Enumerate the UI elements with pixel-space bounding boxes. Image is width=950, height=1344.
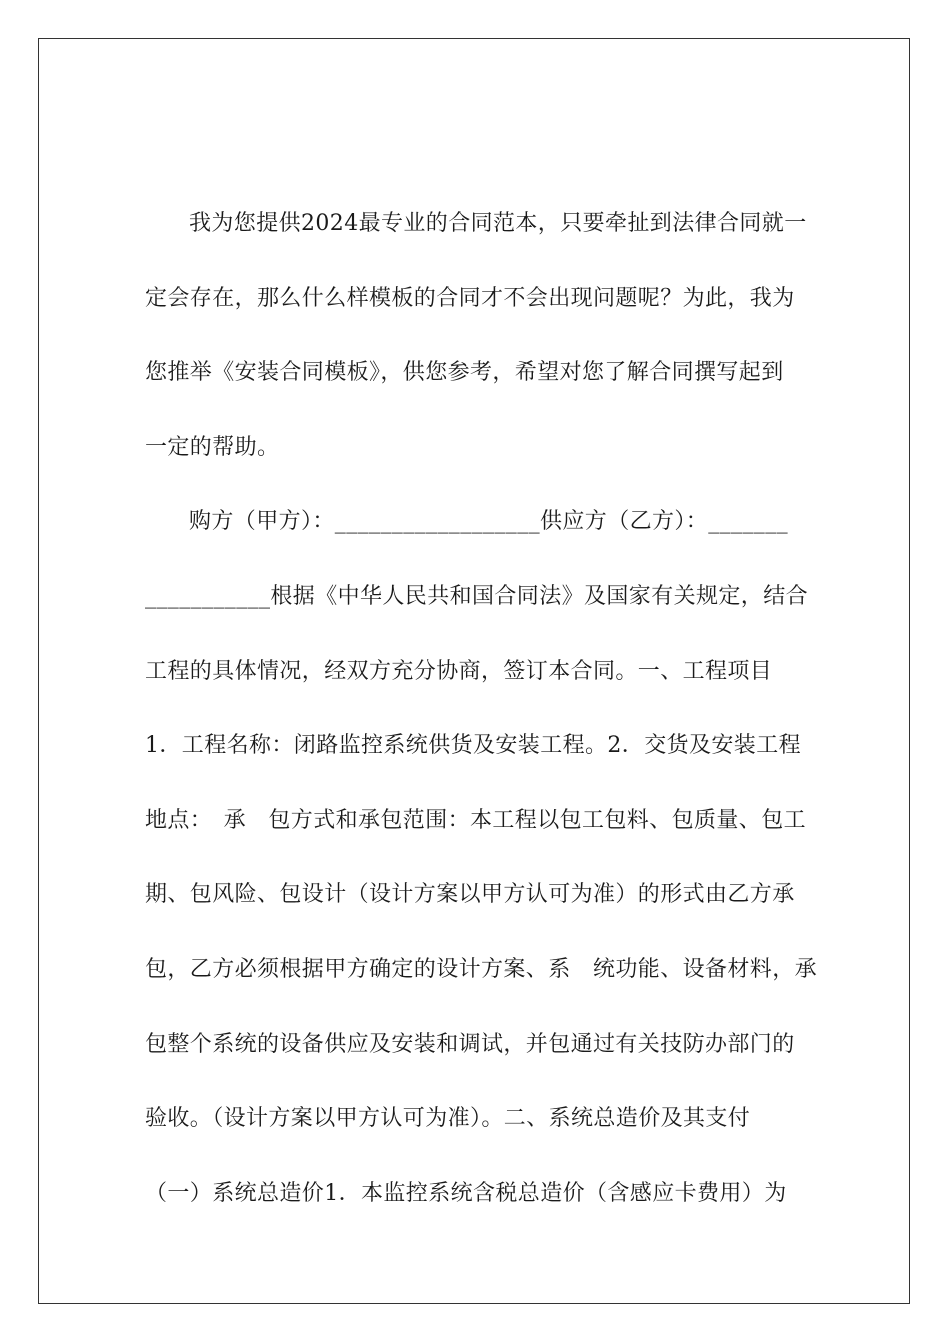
document-body — [145, 198, 818, 1242]
text-line: 工程的具体情况，经双方充分协商，签订本合同。一、工程项目 — [145, 658, 773, 684]
text-line: 一定的帮助。 — [145, 434, 280, 460]
text-line: （一）系统总造价1．本监控系统含税总造价（含感应卡费用）为 — [145, 1180, 787, 1206]
text-line: 1．工程名称：闭路监控系统供货及安装工程。2．交货及安装工程 — [145, 733, 801, 759]
text-line: 包，乙方必须根据甲方确定的设计方案、系 统功能、设备材料，承 — [145, 956, 818, 982]
text-line: 地点： 承 包方式和承包范围：本工程以包工包料、包质量、包工 — [145, 807, 807, 833]
text-line: ___________根据《中华人民共和国合同法》及国家有关规定，结合 — [145, 583, 809, 609]
text-line: 定会存在，那么什么样模板的合同才不会出现问题呢？为此，我为 — [145, 285, 795, 311]
text-line: 我为您提供2024最专业的合同范本，只要牵扯到法律合同就一 — [189, 211, 807, 236]
text-line: 期、包风险、包设计（设计方案以甲方认可为准）的形式由乙方承 — [145, 882, 795, 908]
text-line: 包整个系统的设备供应及安装和调试，并包通过有关技防办部门的 — [145, 1031, 795, 1057]
text-line: 您推举《安装合同模板》，供您参考，希望对您了解合同撰写起到 — [145, 360, 784, 386]
text-line: 验收。（设计方案以甲方认可为准）。二、系统总造价及其支付 — [145, 1106, 751, 1132]
text-line: 购方（甲方）：__________________供应方（乙方）：_______ — [189, 509, 789, 535]
